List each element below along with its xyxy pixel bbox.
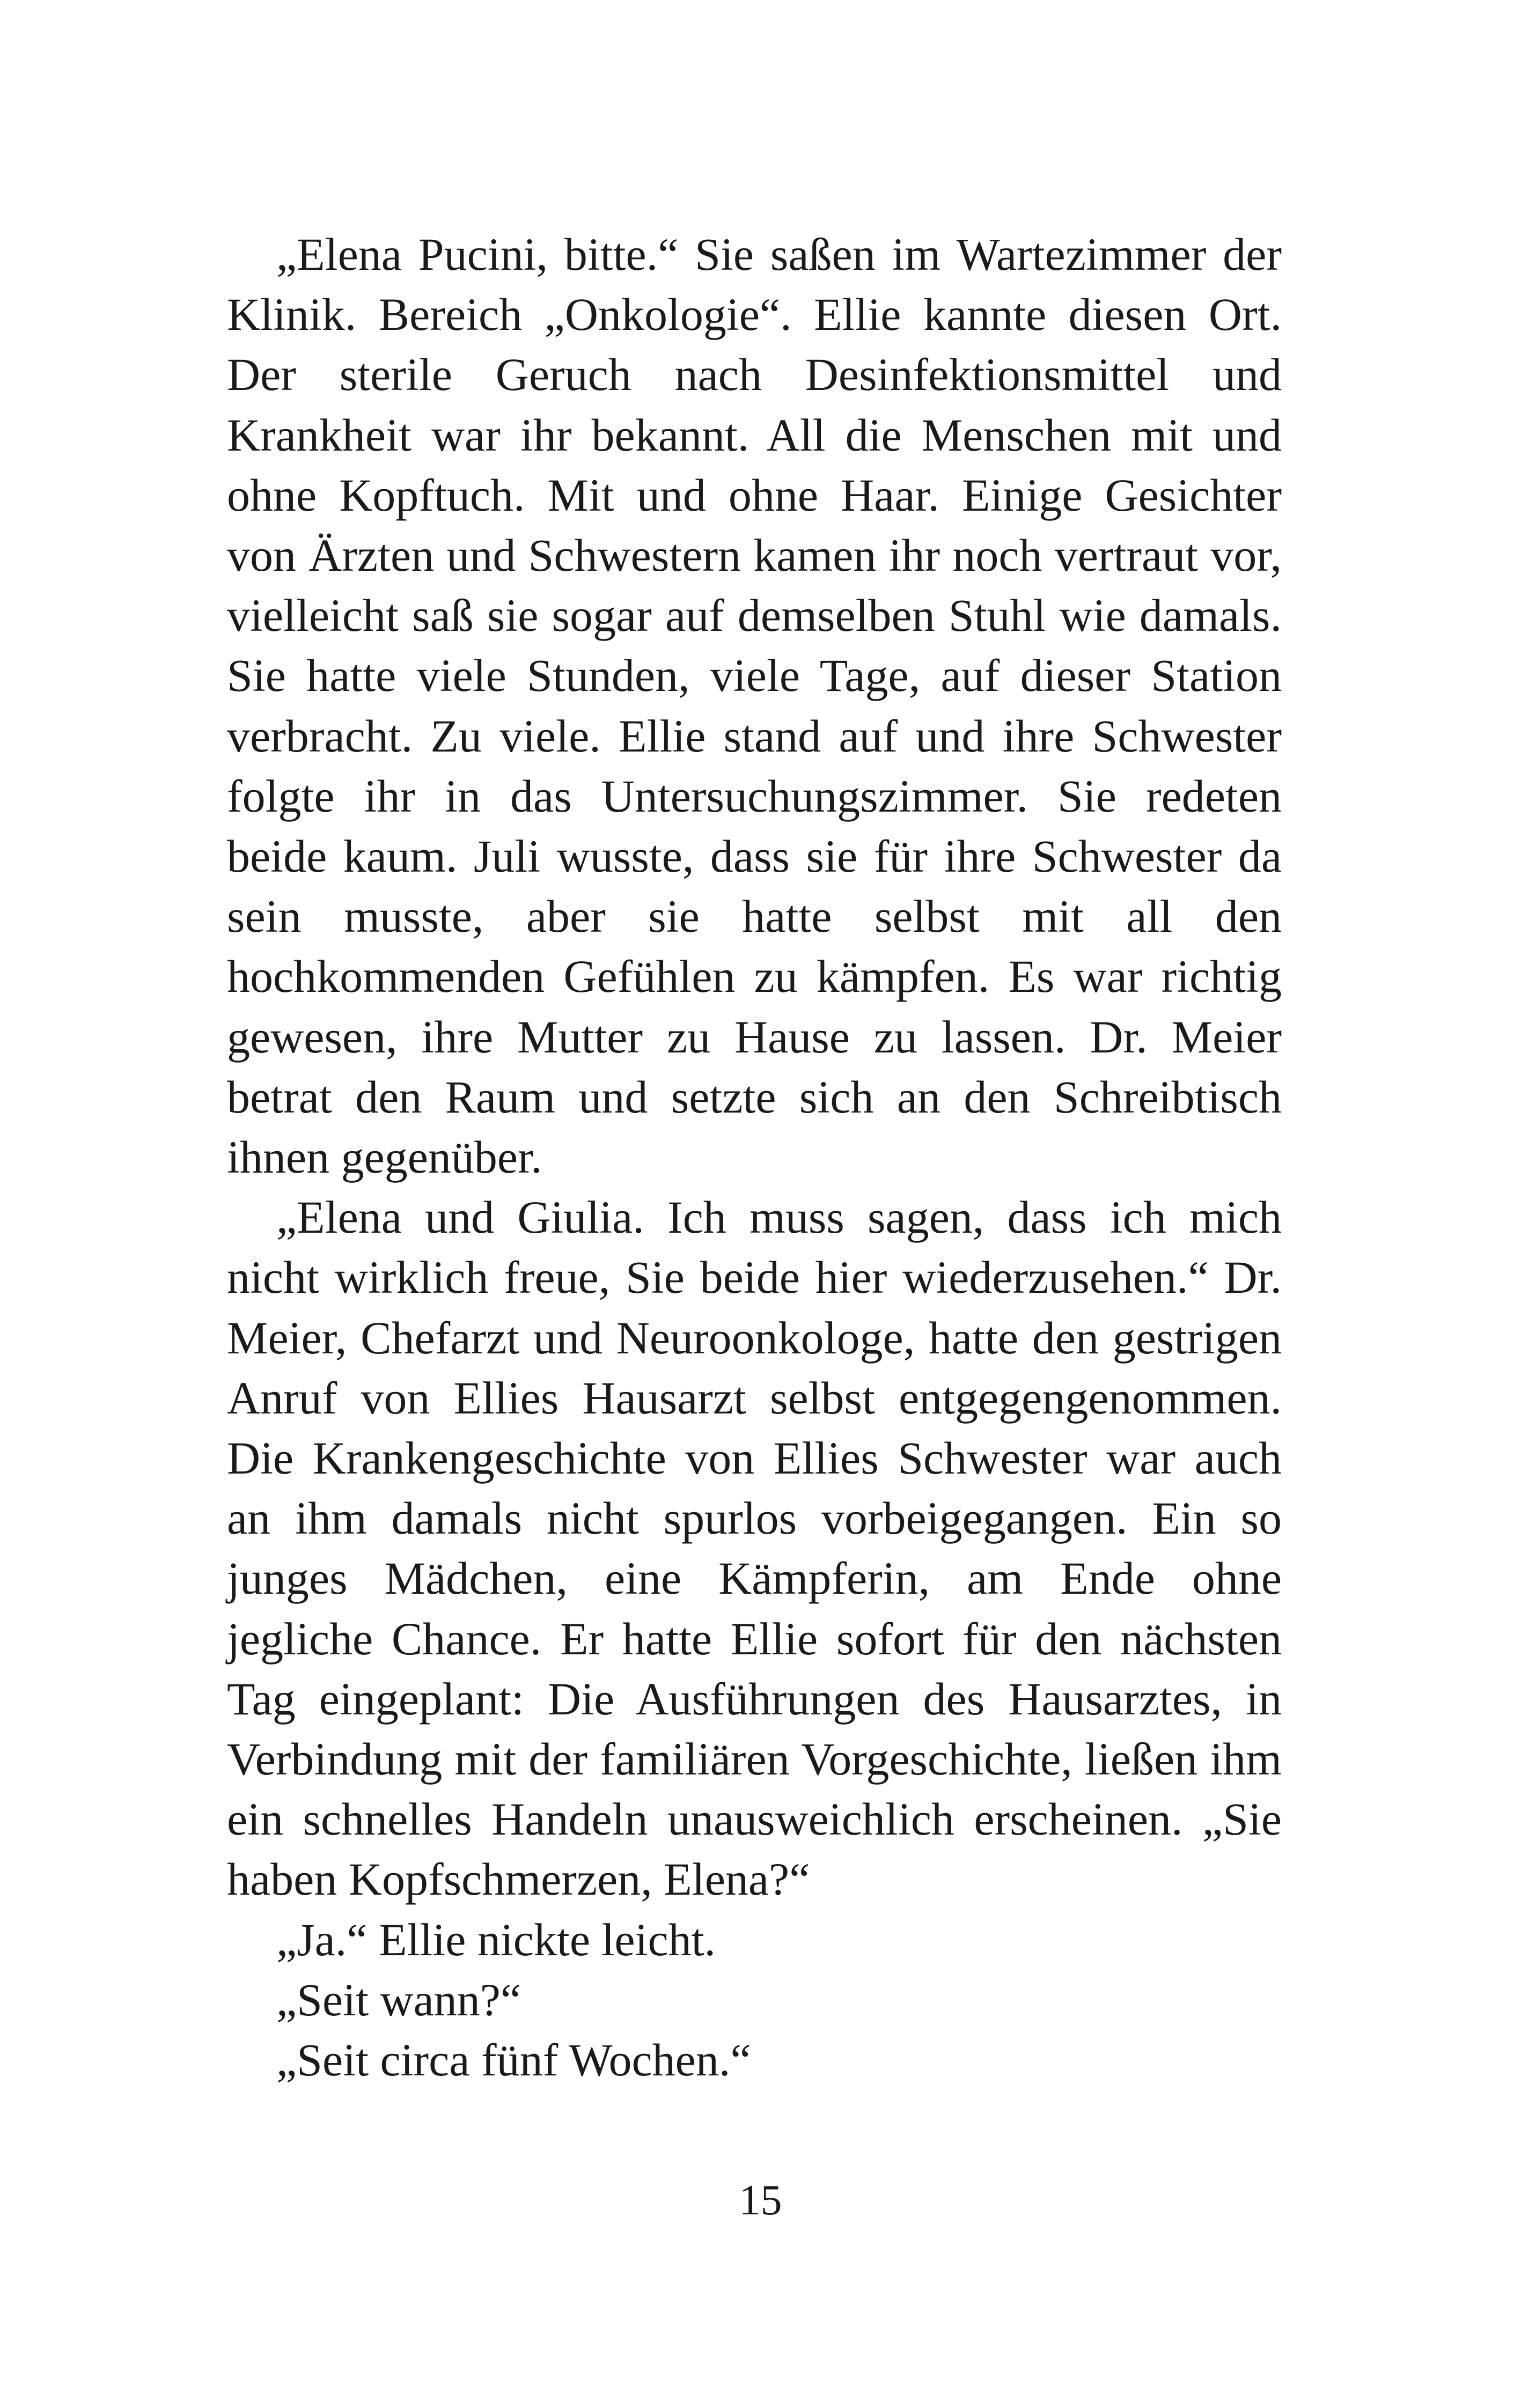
paragraph-1: „Elena Pucini, bitte.“ Sie saßen im Wartezimmer der Klinik. Bereich „Onkologie“. Ellie kannte diesen Ort. Der sterile Geruch nach Desinfektionsmittel und Krankheit war ihr bekannt. All die Menschen mit und ohne Kopftuch. Mit und ohne Haar. Einige Gesichter von Ärzten und Schwestern kamen ihr noch vertraut vor, vielleicht saß sie sogar auf demselben Stuhl wie damals. Sie hatte viele Stunden, viele Tage, auf dieser Station verbracht. Zu viele. Ellie stand auf und ihre Schwester folgte ihr in das Untersuchungszimmer. Sie redeten beide kaum. Juli wusste, dass sie für ihre Schwester da sein musste, aber sie hatte selbst mit all den hochkommenden Gefühlen zu kämpfen. Es war richtig gewesen, ihre Mutter zu Hause zu lassen. Dr. Meier betrat den Raum und setzte sich an den Schreibtisch ihnen gegenüber.	[227, 229, 1282, 1183]
paragraph-3: „Ja.“ Ellie nickte leicht.	[276, 1913, 716, 1965]
paragraph-2: „Elena und Giulia. Ich muss sagen, dass ich mich nicht wirklich freue, Sie beide hier wiederzusehen.“ Dr. Meier, Chefarzt und Neuroonkologe, hatte den gestrigen Anruf von Ellies Hausarzt selbst entgegengenommen. Die Krankengeschichte von Ellies Schwester war auch an ihm damals nicht spurlos vorbeigegangen. Ein so junges Mädchen, eine Kämpferin, am Ende ohne jegliche Chance. Er hatte Ellie sofort für den nächsten Tag eingeplant: Die Ausführungen des Hausarztes, in Verbindung mit der familiären Vorgeschichte, ließen ihm ein schnelles Handeln unausweichlich erscheinen. „Sie haben Kopfschmerzen, Elena?“	[227, 1191, 1282, 1905]
paragraph-5: „Seit circa fünf Wochen.“	[276, 2034, 751, 2086]
page-number: 15	[739, 2177, 782, 2224]
paragraph-4: „Seit wann?“	[276, 1973, 521, 2026]
body-text	[227, 224, 1282, 2090]
